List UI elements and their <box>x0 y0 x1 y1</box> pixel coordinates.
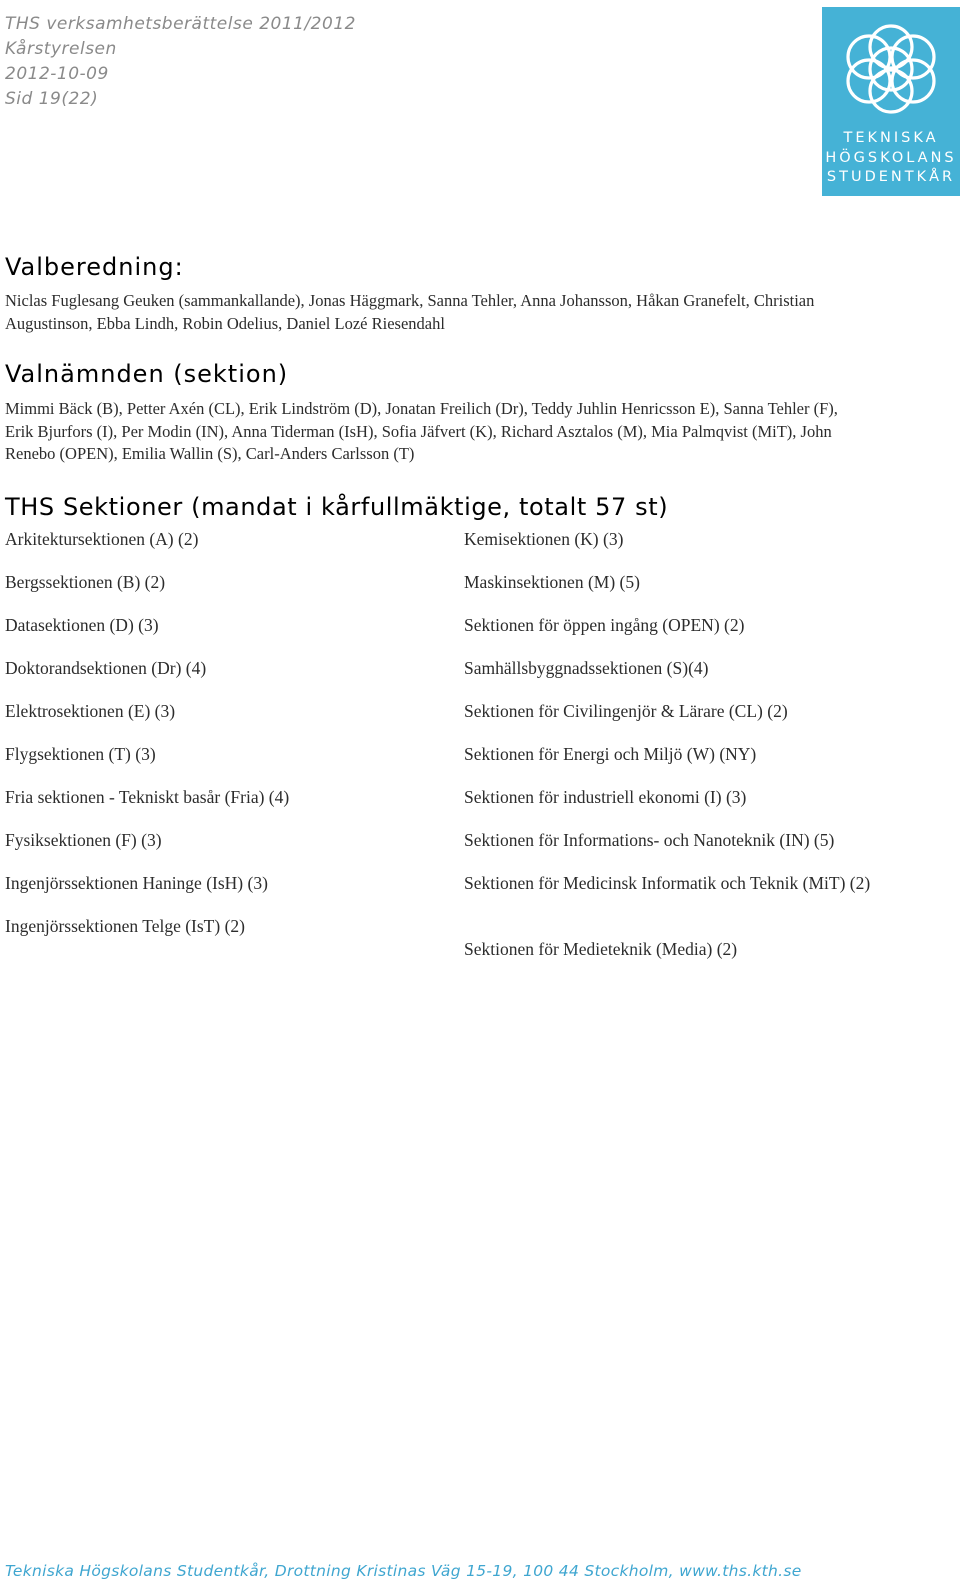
document-header <box>5 12 356 112</box>
list-item: Doktorandsektionen (Dr) (4) <box>5 658 207 678</box>
valnamnden-members: Mimmi Bäck (B), Petter Axén (CL), Erik Lindström (D), Jonatan Freilich (Dr), Teddy Juhlin Henricsson E), Sanna Tehler (F), Erik Bjurfors (I), Per Modin (IN), Anna Tiderman (IsH), Sofia Jäfvert (K), Richard Asztalos (M), Mia Palmqvist (MiT), John Renebo (OPEN), Emilia Wallin (S), Carl-Anders Carlsson (T) <box>5 399 838 463</box>
list-item: Maskinsektionen (M) (5) <box>464 572 640 592</box>
list-item: Sektionen för Medieteknik (Media) (2) <box>464 939 738 959</box>
list-item: Fysiksektionen (F) (3) <box>5 830 162 850</box>
list-item: Ingenjörssektionen Haninge (IsH) (3) <box>5 873 268 893</box>
report-title: THS verksamhetsberättelse 2011/2012 <box>5 14 356 34</box>
sektioner-left-column <box>5 528 445 948</box>
date-line: 2012-10-09 <box>5 64 109 84</box>
valberedning-members: Niclas Fuglesang Geuken (sammankallande), Jonas Häggmark, Sanna Tehler, Anna Johansson, Håkan Granefelt, Christian Augustinson, Ebba Lindh, Robin Odelius, Daniel Lozé Riesendahl <box>5 291 815 333</box>
list-item: Kemisektionen (K) (3) <box>464 529 624 549</box>
list-item: Sektionen för industriell ekonomi (I) (3) <box>464 787 747 807</box>
list-item: Sektionen för Medicinsk Informatik och Teknik (MiT) (2) <box>464 873 871 893</box>
logo-line-3: STUDENTKÅR <box>826 169 956 185</box>
page-number: Sid 19(22) <box>5 89 99 109</box>
list-item: Flygsektionen (T) (3) <box>5 744 156 764</box>
list-item: Sektionen för Civilingenjör & Lärare (CL) (2) <box>464 701 788 721</box>
list-item: Fria sektionen - Tekniskt basår (Fria) (4) <box>5 787 290 807</box>
logo-line-1: TEKNISKA <box>843 130 939 146</box>
page-footer: Tekniska Högskolans Studentkår, Drottning Kristinas Väg 15-19, 100 44 Stockholm, www.ths.kth.se <box>5 1562 802 1580</box>
logo-line-2: HÖGSKOLANS <box>825 149 957 166</box>
interlocking-rings-logo-icon <box>822 7 960 127</box>
list-item: Bergssektionen (B) (2) <box>5 572 166 592</box>
valberedning-heading: Valberedning: <box>5 253 184 281</box>
list-item: Samhällsbyggnadssektionen (S)(4) <box>464 658 709 678</box>
author-line: Kårstyrelsen <box>5 39 117 59</box>
sektioner-heading: THS Sektioner (mandat i kårfullmäktige, totalt 57 st) <box>5 493 669 521</box>
list-item: Sektionen för öppen ingång (OPEN) (2) <box>464 615 745 635</box>
logo-wordmark <box>822 129 960 188</box>
list-item: Sektionen för Energi och Miljö (W) (NY) <box>464 744 757 764</box>
ths-logo <box>822 7 960 196</box>
valnamnden-heading: Valnämnden (sektion) <box>5 360 289 388</box>
list-item: Elektrosektionen (E) (3) <box>5 701 176 721</box>
list-item: Arkitektursektionen (A) (2) <box>5 529 199 549</box>
list-item: Datasektionen (D) (3) <box>5 615 159 635</box>
sektioner-right-column <box>464 528 934 968</box>
list-item: Sektionen för Informations- och Nanoteknik (IN) (5) <box>464 830 835 850</box>
list-item: Ingenjörssektionen Telge (IsT) (2) <box>5 916 245 936</box>
